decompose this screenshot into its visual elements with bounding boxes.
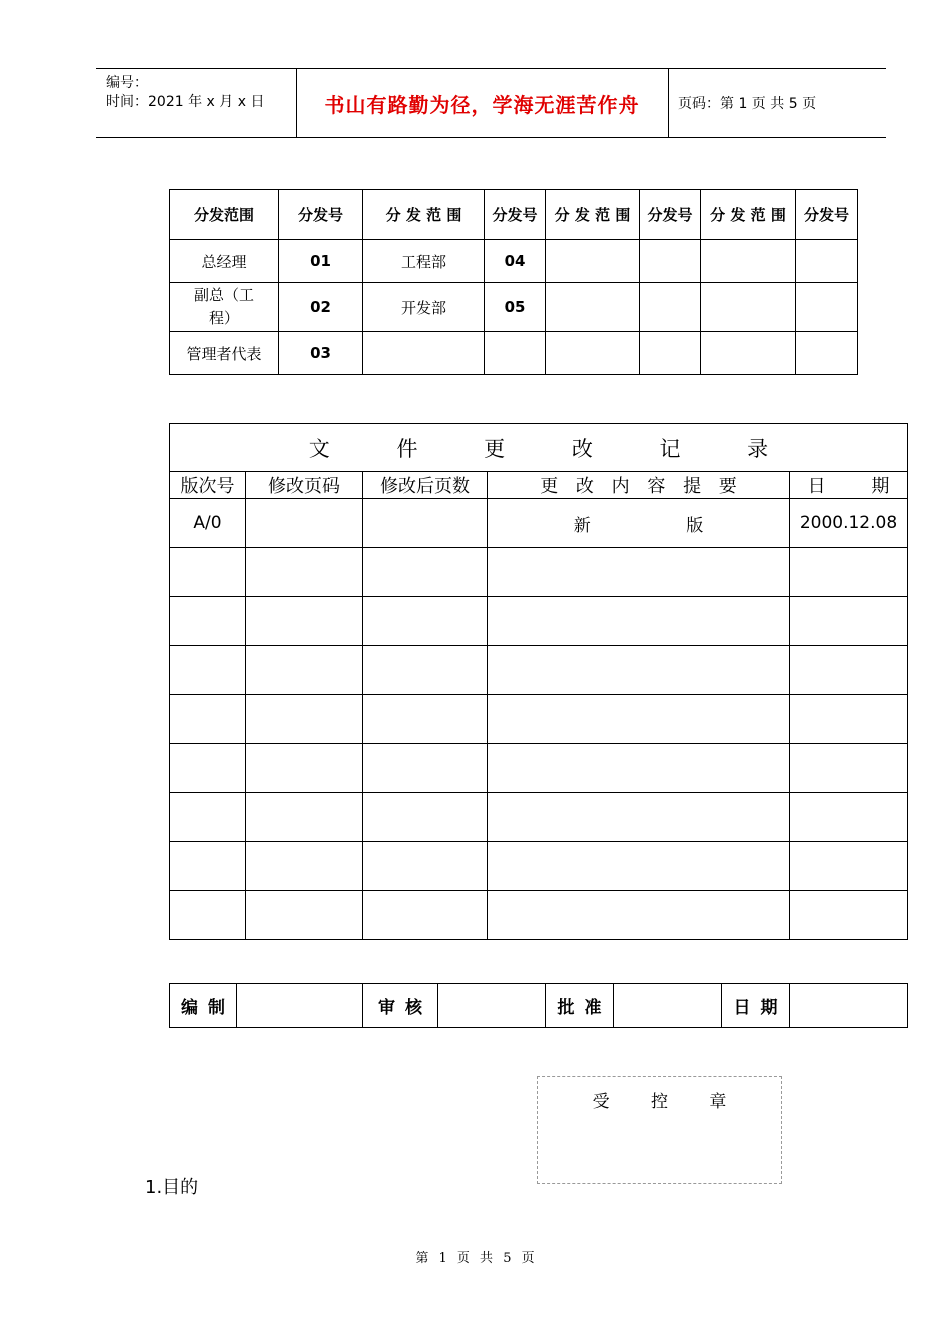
change-record-cell	[363, 891, 488, 940]
controlled-stamp-label: 受 控 章	[592, 1092, 727, 1112]
change-record-row	[170, 646, 908, 695]
distribution-row	[170, 240, 858, 283]
change-record-cell	[246, 597, 363, 646]
change-record-cell	[790, 744, 908, 793]
signoff-field-reviewed[interactable]	[438, 984, 546, 1028]
change-record-cell: 新 版	[488, 499, 790, 548]
distribution-cell	[796, 283, 858, 332]
change-record-cell	[246, 695, 363, 744]
change-record-title-row	[170, 424, 908, 472]
change-record-cell	[170, 793, 246, 842]
distribution-header-row	[170, 190, 858, 240]
section-heading: 1.目的	[145, 1177, 199, 1198]
distribution-cell	[796, 332, 858, 375]
signoff-label-approved: 批 准	[546, 984, 614, 1028]
change-record-row	[170, 842, 908, 891]
change-record-cell: A/0	[170, 499, 246, 548]
change-record-cell	[488, 891, 790, 940]
distribution-cell: 05	[485, 283, 546, 332]
change-record-cell	[363, 597, 488, 646]
change-record-cell	[363, 842, 488, 891]
distribution-cell	[546, 332, 640, 375]
change-record-cell	[363, 744, 488, 793]
change-record-cell	[170, 597, 246, 646]
change-record-row	[170, 499, 908, 548]
change-record-cell	[246, 891, 363, 940]
distribution-row	[170, 283, 858, 332]
distribution-cell: 总经理	[170, 240, 279, 283]
change-record-cell	[363, 548, 488, 597]
signoff-table	[169, 983, 908, 1028]
distribution-cell	[701, 240, 796, 283]
distribution-cell	[701, 332, 796, 375]
change-record-cell	[488, 548, 790, 597]
change-record-cell	[488, 744, 790, 793]
distribution-cell	[546, 240, 640, 283]
change-record-cell	[170, 646, 246, 695]
header-page-label: 页码：第 1 页 共 5 页	[678, 96, 817, 112]
distribution-cell	[546, 283, 640, 332]
distribution-header-cell: 分发范围	[170, 190, 279, 240]
distribution-cell	[640, 332, 701, 375]
change-record-cell	[246, 744, 363, 793]
change-record-cell	[246, 793, 363, 842]
change-record-cell	[790, 548, 908, 597]
distribution-cell: 04	[485, 240, 546, 283]
distribution-cell	[640, 283, 701, 332]
change-record-cell	[246, 548, 363, 597]
change-record-cell	[790, 793, 908, 842]
header-page-cell	[668, 69, 886, 137]
change-record-cell	[790, 646, 908, 695]
change-record-cell	[246, 842, 363, 891]
distribution-cell: 管理者代表	[170, 332, 279, 375]
distribution-header-cell: 分 发 范 围	[546, 190, 640, 240]
change-record-cell	[790, 695, 908, 744]
change-record-row	[170, 744, 908, 793]
change-record-cell	[790, 891, 908, 940]
header-meta	[96, 69, 297, 137]
change-record-cell	[170, 744, 246, 793]
header-motto: 书山有路勤为径，学海无涯苦作舟	[324, 92, 640, 117]
doc-number-label: 编号：	[106, 75, 148, 91]
change-record-row	[170, 548, 908, 597]
change-record-cell	[488, 842, 790, 891]
page-header	[96, 68, 886, 138]
distribution-cell: 开发部	[363, 283, 485, 332]
signoff-field-date[interactable]	[790, 984, 908, 1028]
distribution-header-cell: 分发号	[485, 190, 546, 240]
signoff-label-compiled: 编 制	[170, 984, 237, 1028]
change-record-cell	[246, 646, 363, 695]
change-record-cell	[488, 695, 790, 744]
change-record-cell	[790, 597, 908, 646]
header-motto-cell	[296, 69, 669, 137]
change-record-cell	[488, 793, 790, 842]
distribution-cell: 副总（工程）	[170, 283, 279, 332]
change-record-cell	[170, 842, 246, 891]
signoff-label-date: 日 期	[722, 984, 790, 1028]
distribution-header-cell: 分 发 范 围	[363, 190, 485, 240]
change-record-header-cell: 版次号	[170, 472, 246, 499]
change-record-table	[169, 423, 908, 940]
change-record-cell: 2000.12.08	[790, 499, 908, 548]
signoff-field-approved[interactable]	[614, 984, 722, 1028]
change-record-row	[170, 695, 908, 744]
change-record-row	[170, 793, 908, 842]
change-record-cell	[488, 646, 790, 695]
change-record-row	[170, 597, 908, 646]
change-record-cell	[170, 548, 246, 597]
change-record-header-cell: 日 期	[790, 472, 908, 499]
change-record-cell	[363, 499, 488, 548]
distribution-table	[169, 189, 858, 375]
distribution-header-cell: 分发号	[279, 190, 363, 240]
page-footer: 第 1 页 共 5 页	[415, 1251, 535, 1266]
change-record-title: 文 件 更 改 记 录	[170, 424, 908, 472]
change-record-header-cell: 更 改 内 容 提 要	[488, 472, 790, 499]
change-record-cell	[170, 695, 246, 744]
change-record-cell	[170, 891, 246, 940]
distribution-cell: 工程部	[363, 240, 485, 283]
distribution-cell: 03	[279, 332, 363, 375]
change-record-cell	[363, 793, 488, 842]
distribution-header-cell: 分发号	[796, 190, 858, 240]
doc-time-label: 时间：2021 年 x 月 x 日	[106, 94, 265, 110]
distribution-cell: 01	[279, 240, 363, 283]
change-record-cell	[488, 597, 790, 646]
distribution-cell	[796, 240, 858, 283]
signoff-field-compiled[interactable]	[237, 984, 363, 1028]
distribution-row	[170, 332, 858, 375]
change-record-cell	[246, 499, 363, 548]
change-record-header-cell: 修改后页数	[363, 472, 488, 499]
signoff-label-reviewed: 审 核	[363, 984, 438, 1028]
distribution-cell	[485, 332, 546, 375]
distribution-cell	[640, 240, 701, 283]
change-record-cell	[363, 646, 488, 695]
distribution-cell	[363, 332, 485, 375]
change-record-row	[170, 891, 908, 940]
distribution-cell: 02	[279, 283, 363, 332]
distribution-cell	[701, 283, 796, 332]
change-record-cell	[790, 842, 908, 891]
signoff-row	[170, 984, 908, 1028]
controlled-stamp-box	[537, 1076, 782, 1184]
distribution-header-cell: 分发号	[640, 190, 701, 240]
change-record-header-row	[170, 472, 908, 499]
change-record-cell	[363, 695, 488, 744]
change-record-header-cell: 修改页码	[246, 472, 363, 499]
distribution-header-cell: 分 发 范 围	[701, 190, 796, 240]
